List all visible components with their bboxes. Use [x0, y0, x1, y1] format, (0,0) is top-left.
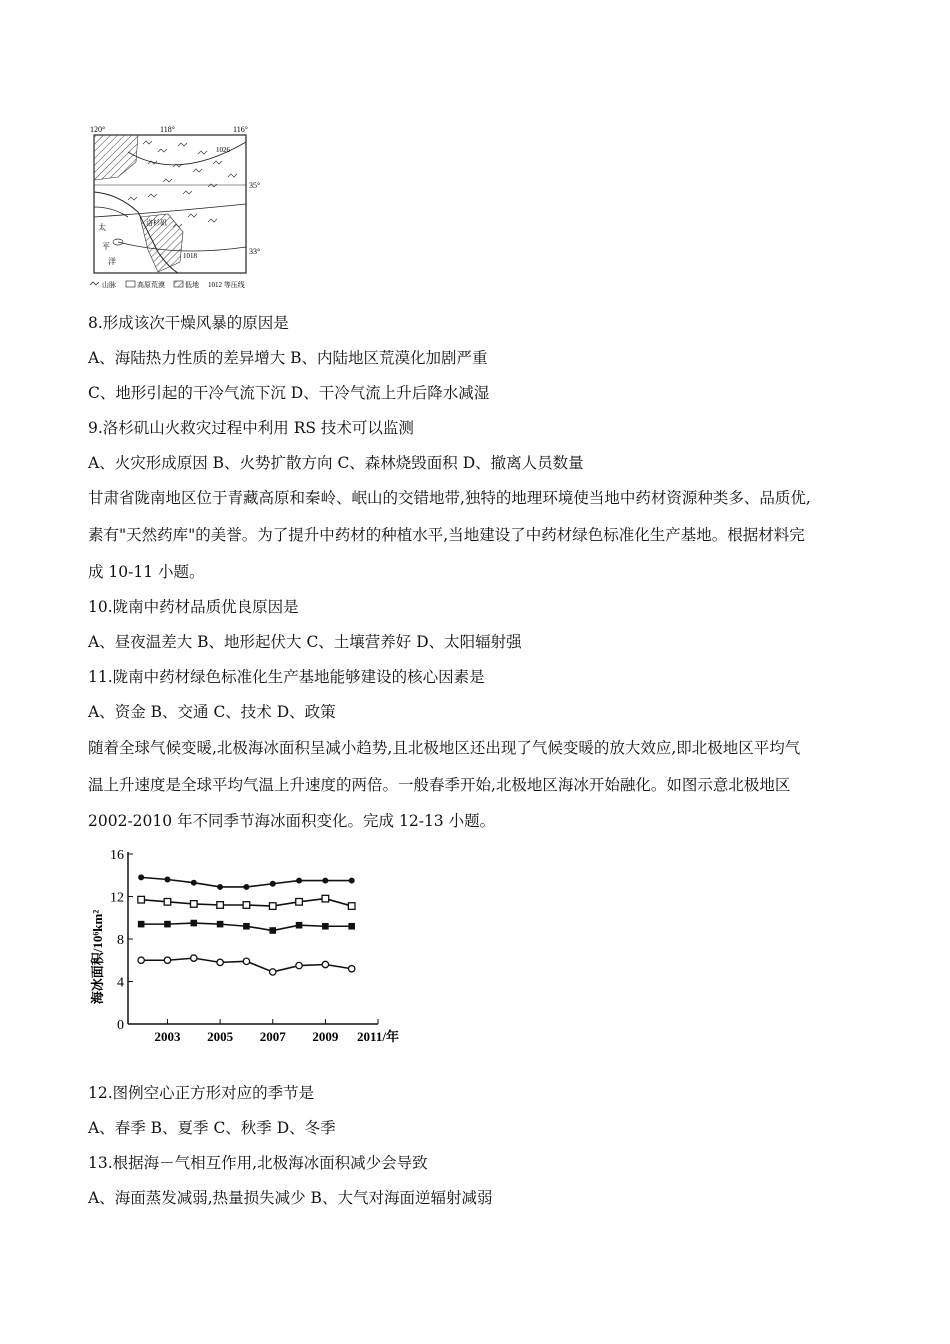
- question-10-options: A、昼夜温差大 B、地形起伏大 C、土壤营养好 D、太阳辐射强: [88, 633, 522, 651]
- data-point: [269, 903, 276, 910]
- data-point: [190, 920, 197, 927]
- legend-mountain: 山脉: [102, 281, 116, 289]
- question-8-options-cd: C、地形引起的干冷气流下沉 D、干冷气流上升后降水减湿: [88, 384, 490, 402]
- data-point: [322, 895, 329, 902]
- sea-ice-chart: [88, 842, 428, 1052]
- data-point: [270, 881, 276, 887]
- data-point: [190, 901, 197, 908]
- ocean-label-2: 平: [102, 242, 110, 251]
- data-point: [164, 877, 170, 883]
- data-point: [348, 903, 355, 910]
- data-point: [138, 874, 144, 880]
- x-tick-label: 2009: [312, 1029, 339, 1044]
- ocean-label-3: 洋: [108, 257, 116, 266]
- data-point: [138, 921, 145, 928]
- question-13-options-ab: A、海面蒸发减弱,热量损失减少 B、大气对海面逆辐射减弱: [88, 1189, 493, 1207]
- legend-desert: 高原荒漠: [137, 281, 165, 289]
- legend-lowland: 低地: [185, 281, 199, 289]
- lon-label-120: 120°: [90, 125, 106, 134]
- data-point: [296, 878, 302, 884]
- data-point: [243, 884, 249, 890]
- data-point: [269, 927, 276, 934]
- x-tick-label: 2003: [154, 1029, 181, 1044]
- map-legend: [90, 280, 245, 289]
- data-point: [217, 884, 223, 890]
- question-11: 11.陇南中药材绿色标准化生产基地能够建设的核心因素是: [88, 668, 485, 686]
- data-point: [243, 923, 250, 930]
- data-point: [164, 921, 171, 928]
- passage-2-line-3: 2002-2010 年不同季节海冰面积变化。完成 12-13 小题。: [88, 812, 496, 830]
- legend-isobar: 1012 等压线: [208, 281, 245, 289]
- data-point: [164, 899, 171, 906]
- data-point: [296, 899, 303, 906]
- passage-1-line-3: 成 10-11 小题。: [88, 563, 205, 581]
- data-point: [217, 921, 224, 928]
- data-point: [322, 878, 328, 884]
- question-11-options: A、资金 B、交通 C、技术 D、政策: [88, 703, 336, 721]
- data-point: [296, 962, 302, 968]
- passage-2-line-2: 温上升速度是全球平均气温上升速度的两倍。一般春季开始,北极地区海冰开始融化。如图示意北极地区: [88, 776, 791, 794]
- data-point: [164, 957, 170, 963]
- question-9-options: A、火灾形成原因 B、火势扩散方向 C、森林烧毁面积 D、撤离人员数量: [88, 454, 584, 472]
- y-tick-label: 12: [110, 890, 124, 906]
- data-point: [191, 955, 197, 961]
- question-10: 10.陇南中药材品质优良原因是: [88, 598, 299, 616]
- data-point: [296, 922, 303, 929]
- data-point: [138, 896, 145, 903]
- passage-1-line-1: 甘肃省陇南地区位于青藏高原和秦岭、岷山的交错地带,独特的地理环境使当地中药材资源种类多、品质优,: [88, 489, 811, 507]
- question-12-options: A、春季 B、夏季 C、秋季 D、冬季: [88, 1119, 336, 1137]
- map-figure: [88, 122, 270, 292]
- data-point: [217, 959, 223, 965]
- data-point: [138, 957, 144, 963]
- data-point: [243, 902, 250, 909]
- passage-2-line-1: 随着全球气候变暖,北极海冰面积呈减小趋势,且北极地区还出现了气候变暖的放大效应,即北极地区平均气: [88, 739, 801, 757]
- question-9: 9.洛杉矶山火救灾过程中利用 RS 技术可以监测: [88, 419, 414, 437]
- lon-label-116: 116°: [233, 125, 248, 134]
- data-point: [270, 969, 276, 975]
- question-8-options-ab: A、海陆热力性质的差异增大 B、内陆地区荒漠化加剧严重: [88, 349, 488, 367]
- x-tick-label: 2007: [259, 1029, 286, 1044]
- y-tick-label: 16: [110, 848, 124, 863]
- x-tick-label: 2005: [207, 1029, 234, 1044]
- data-point: [348, 966, 354, 972]
- y-tick-label: 4: [117, 975, 124, 991]
- y-tick-label: 0: [117, 1018, 124, 1033]
- isobar-label-1026: 1026: [216, 146, 230, 154]
- lat-label-33: 33°: [249, 247, 261, 256]
- isobar-label-1018: 1018: [183, 252, 197, 260]
- x-tick-label: 2011/年: [357, 1029, 399, 1044]
- lon-label-118: 118°: [160, 125, 175, 134]
- question-8: 8.形成该次干燥风暴的原因是: [88, 314, 289, 332]
- data-point: [348, 923, 355, 930]
- data-point: [322, 961, 328, 967]
- lat-label-35: 35°: [249, 181, 261, 190]
- isobar-mid: [94, 204, 246, 217]
- chart-ylabel: 海冰面积/10⁶km²: [90, 909, 105, 1005]
- place-label-la: 洛杉矶: [146, 219, 167, 227]
- data-point: [217, 902, 224, 909]
- question-13: 13.根据海－气相互作用,北极海冰面积减少会导致: [88, 1154, 428, 1172]
- y-tick-label: 8: [117, 933, 124, 948]
- data-point: [322, 923, 329, 930]
- question-12: 12.图例空心正方形对应的季节是: [88, 1084, 315, 1102]
- ocean-label-1: 太: [98, 223, 106, 232]
- lowland-area: [94, 135, 138, 180]
- passage-1-line-2: 素有"天然药库"的美誉。为了提升中药材的种植水平,当地建设了中药材绿色标准化生产基地。根据材料完: [88, 526, 805, 544]
- data-point: [191, 880, 197, 886]
- data-point: [349, 878, 355, 884]
- data-point: [243, 958, 249, 964]
